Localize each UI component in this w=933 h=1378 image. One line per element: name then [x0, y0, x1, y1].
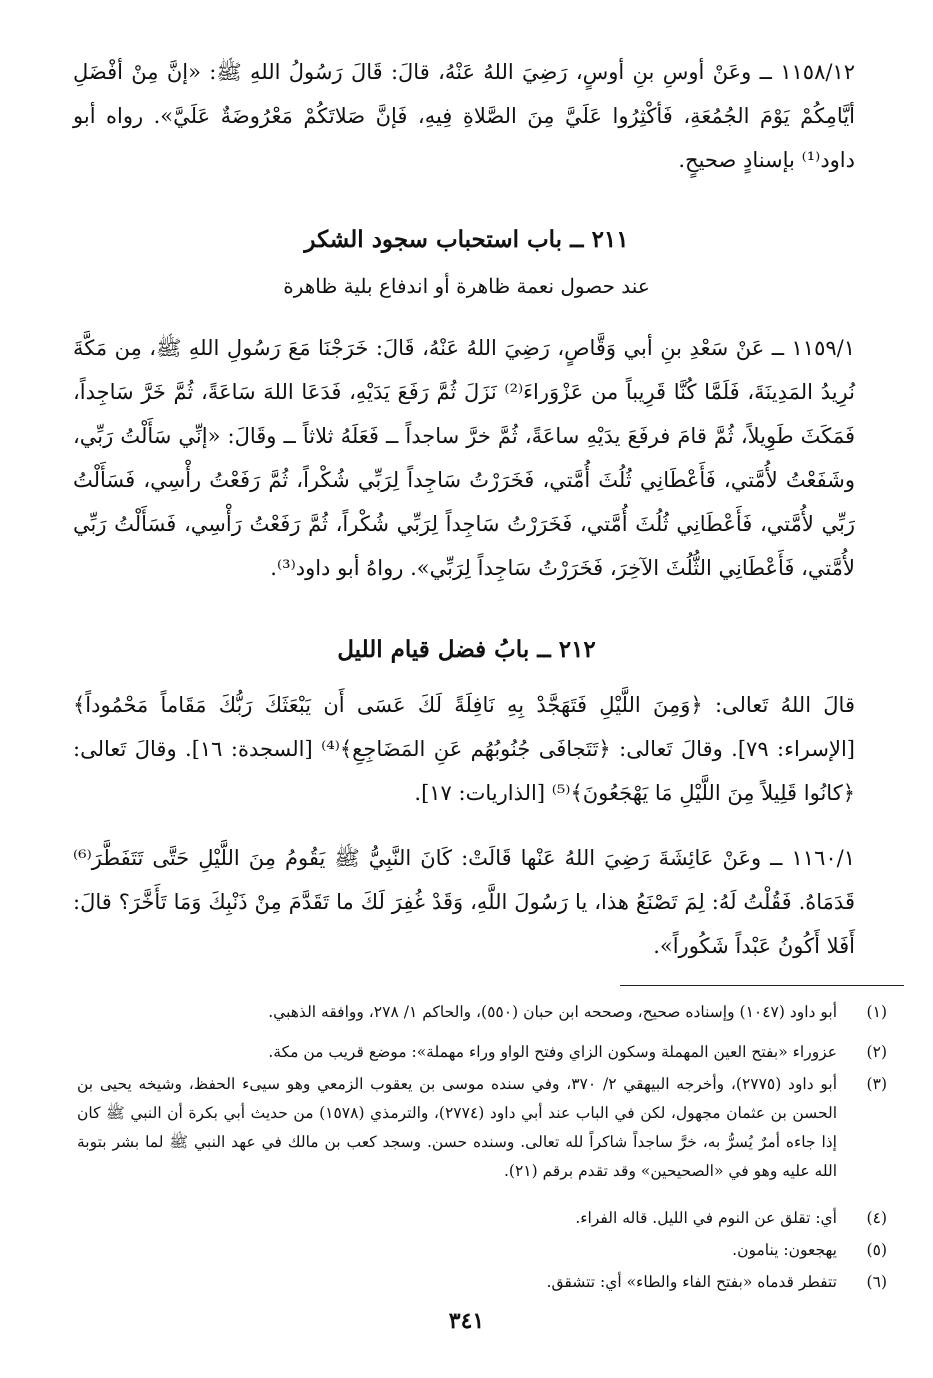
- footnote-number: (٤): [866, 1209, 887, 1227]
- page-number: ٣٤١: [448, 1308, 485, 1334]
- footnote-text: عزوراء «بفتح العين المهملة وسكون الزاي وفتح الواو وراء مهملة»: موضع قريب من مكة.: [268, 1043, 837, 1061]
- footnote-6: [77, 1268, 887, 1297]
- footnote-2: [77, 1038, 887, 1067]
- footnote-text: يهجعون: ينامون.: [732, 1241, 837, 1259]
- footnote-3: [77, 1070, 887, 1186]
- footnote-1: [77, 998, 887, 1027]
- footnote-5: [77, 1236, 887, 1265]
- footnote-number: (٥): [866, 1241, 887, 1259]
- footnote-divider: [620, 985, 904, 986]
- quran-paragraph: قالَ اللهُ تَعالى: ﴿وَمِنَ اللَّيْلِ فَتَهَجَّدْ بِهِ نَافِلَةً لَكَ عَسَى أَن يَبْعَثَكَ رَبُّكَ مَقَاماً مَحْمُوداً﴾ [الإسراء: ٧٩]. وقالَ تَعالى: ﴿تَتَجافَى جُنُوبُهُم عَنِ المَضَاجِعِ﴾⁽⁴⁾ [السجدة: ١٦]. وقالَ تَعالى: ﴿كانُوا قَلِيلاً مِنَ اللَّيْلِ مَا يَهْجَعُونَ﴾⁽⁵⁾ [الذاريات: ١٧].: [73, 693, 855, 805]
- footnote-text: أبو داود (٢٧٧٥)، وأخرجه البيهقي ٢/ ٣٧٠، وفي سنده موسى بن يعقوب الزمعي وهو سيىء الحفظ، وشيخه يحيى بن الحسن بن عثمان مجهول، لكن في الباب عند أبي داود (٢٧٧٤)، والترمذي (١٥٧٨) من حديث أبي بكرة أن النبي ﷺ كان إذا جاءه أمرٌ يُسرُّ به، خرَّ ساجداً شاكراً لله تعالى. وسنده حسن. وسجد كعب بن مالك في عهد النبي ﷺ لما بشر بتوبة الله عليه وهو في «الصحيحين» وقد تقدم برقم (٢١).: [77, 1075, 838, 1180]
- section-212-title: ٢١٢ ــ بابُ فضل قيام الليل: [337, 636, 596, 663]
- footnote-4: [77, 1204, 887, 1233]
- footnote-number: (٢): [866, 1043, 887, 1061]
- hadith-1159: ١١٥٩/١ ــ عَنْ سَعْدِ بنِ أبي وَقَّاصٍ، رَضِيَ اللهُ عَنْهُ، قَالَ: خَرَجْنَا مَعَ رَسُولِ اللهِ ﷺ، مِن مَكَّةَ نُرِيدُ المَدِينَةَ، فَلَمَّا كُنَّا قَرِيباً من عَزْوَراءَ⁽²⁾ نَزَلَ ثُمَّ رَفَعَ يَدَيْهِ، فَدَعَا اللهَ سَاعَةً، ثُمَّ خَرَّ سَاجِداً، فَمَكَثَ طَوِيلاً، ثُمَّ قامَ فرفَعَ يدَيْهِ ساعَةً، ثُمَّ خرَّ ساجداً ــ فَعَلَهُ ثلاثاً ــ وقَالَ: «إنِّي سَأَلْتُ رَبِّي، وشَفَعْتُ لأُمَّتي، فَأَعْطَانِي ثُلُثَ أُمَّتي، فَخَرَرْتُ سَاجِداً لِرَبِّي شُكْراً، ثُمَّ رَفَعْتُ رأْسِي، فَسَأَلْتُ رَبِّي لأُمَّتي، فَأَعْطَانِي ثُلُثَ أُمَّتي، فَخَرَرْتُ سَاجِداً لِرَبِّي شُكْراً، ثُمَّ رَفَعْتُ رَأْسِي، فَسَأَلْتُ رَبِّي لأُمَّتي، فَأَعْطَانِي الثُّلُثَ الآخِرَ، فَخَرَرْتُ سَاجِداً لِرَبِّي». رواهُ أبو داود⁽³⁾.: [73, 336, 855, 580]
- footnote-number: (٣): [866, 1075, 887, 1093]
- footnote-text: أي: تقلق عن النوم في الليل. قاله الفراء.: [575, 1209, 837, 1227]
- footnote-text: تتفطر قدماه «بفتح الفاء والطاء» أي: تتشقق.: [546, 1273, 837, 1291]
- footnote-text: أبو داود (١٠٤٧) وإسناده صحيح، وصححه ابن حبان (٥٥٠)، والحاكم ١/ ٢٧٨، ووافقه الذهبي.: [268, 1003, 837, 1021]
- section-211-title: ٢١١ ــ باب استحباب سجود الشكر: [304, 226, 629, 253]
- footnote-number: (١): [866, 1003, 887, 1021]
- hadith-1158: ١١٥٨/١٢ ــ وعَنْ أوسِ بنِ أوسٍ، رَضِيَ اللهُ عَنْهُ، قالَ: قَالَ رَسُولُ اللهِ ﷺ: «إنَّ مِنْ أفْضَلِ أيَّامِكُمْ يَوْمَ الجُمُعَةِ، فَأكْثِرُوا عَلَيَّ مِنَ الصَّلاةِ فِيهِ، فَإنَّ صَلاتَكُمْ مَعْرُوضَةٌ عَلَيَّ». رواه أبو داود⁽¹⁾ بإسنادٍ صحيحٍ.: [73, 60, 855, 172]
- footnote-number: (٦): [866, 1273, 887, 1291]
- hadith-1160: ١١٦٠/١ ــ وعَنْ عَائِشَةَ رَضِيَ اللهُ عَنْها قَالَتْ: كَانَ النَّبِيُّ ﷺ يَقُومُ مِنَ اللَّيْلِ حَتَّى تَتَفَطَّرَ⁽⁶⁾ قَدَمَاهُ. فَقُلْتُ لَهُ: لِمَ تَصْنَعُ هذا، يا رَسُولَ اللَّهِ، وَقَدْ غُفِرَ لَكَ ما تَقَدَّمَ مِنْ ذَنْبِكَ وَمَا تَأَخَّرَ؟ قالَ: أَفَلا أَكُونُ عَبْداً شَكُوراً».: [73, 846, 855, 958]
- section-211-subtitle: عند حصول نعمة ظاهرة أو اندفاع بلية ظاهرة: [283, 274, 650, 298]
